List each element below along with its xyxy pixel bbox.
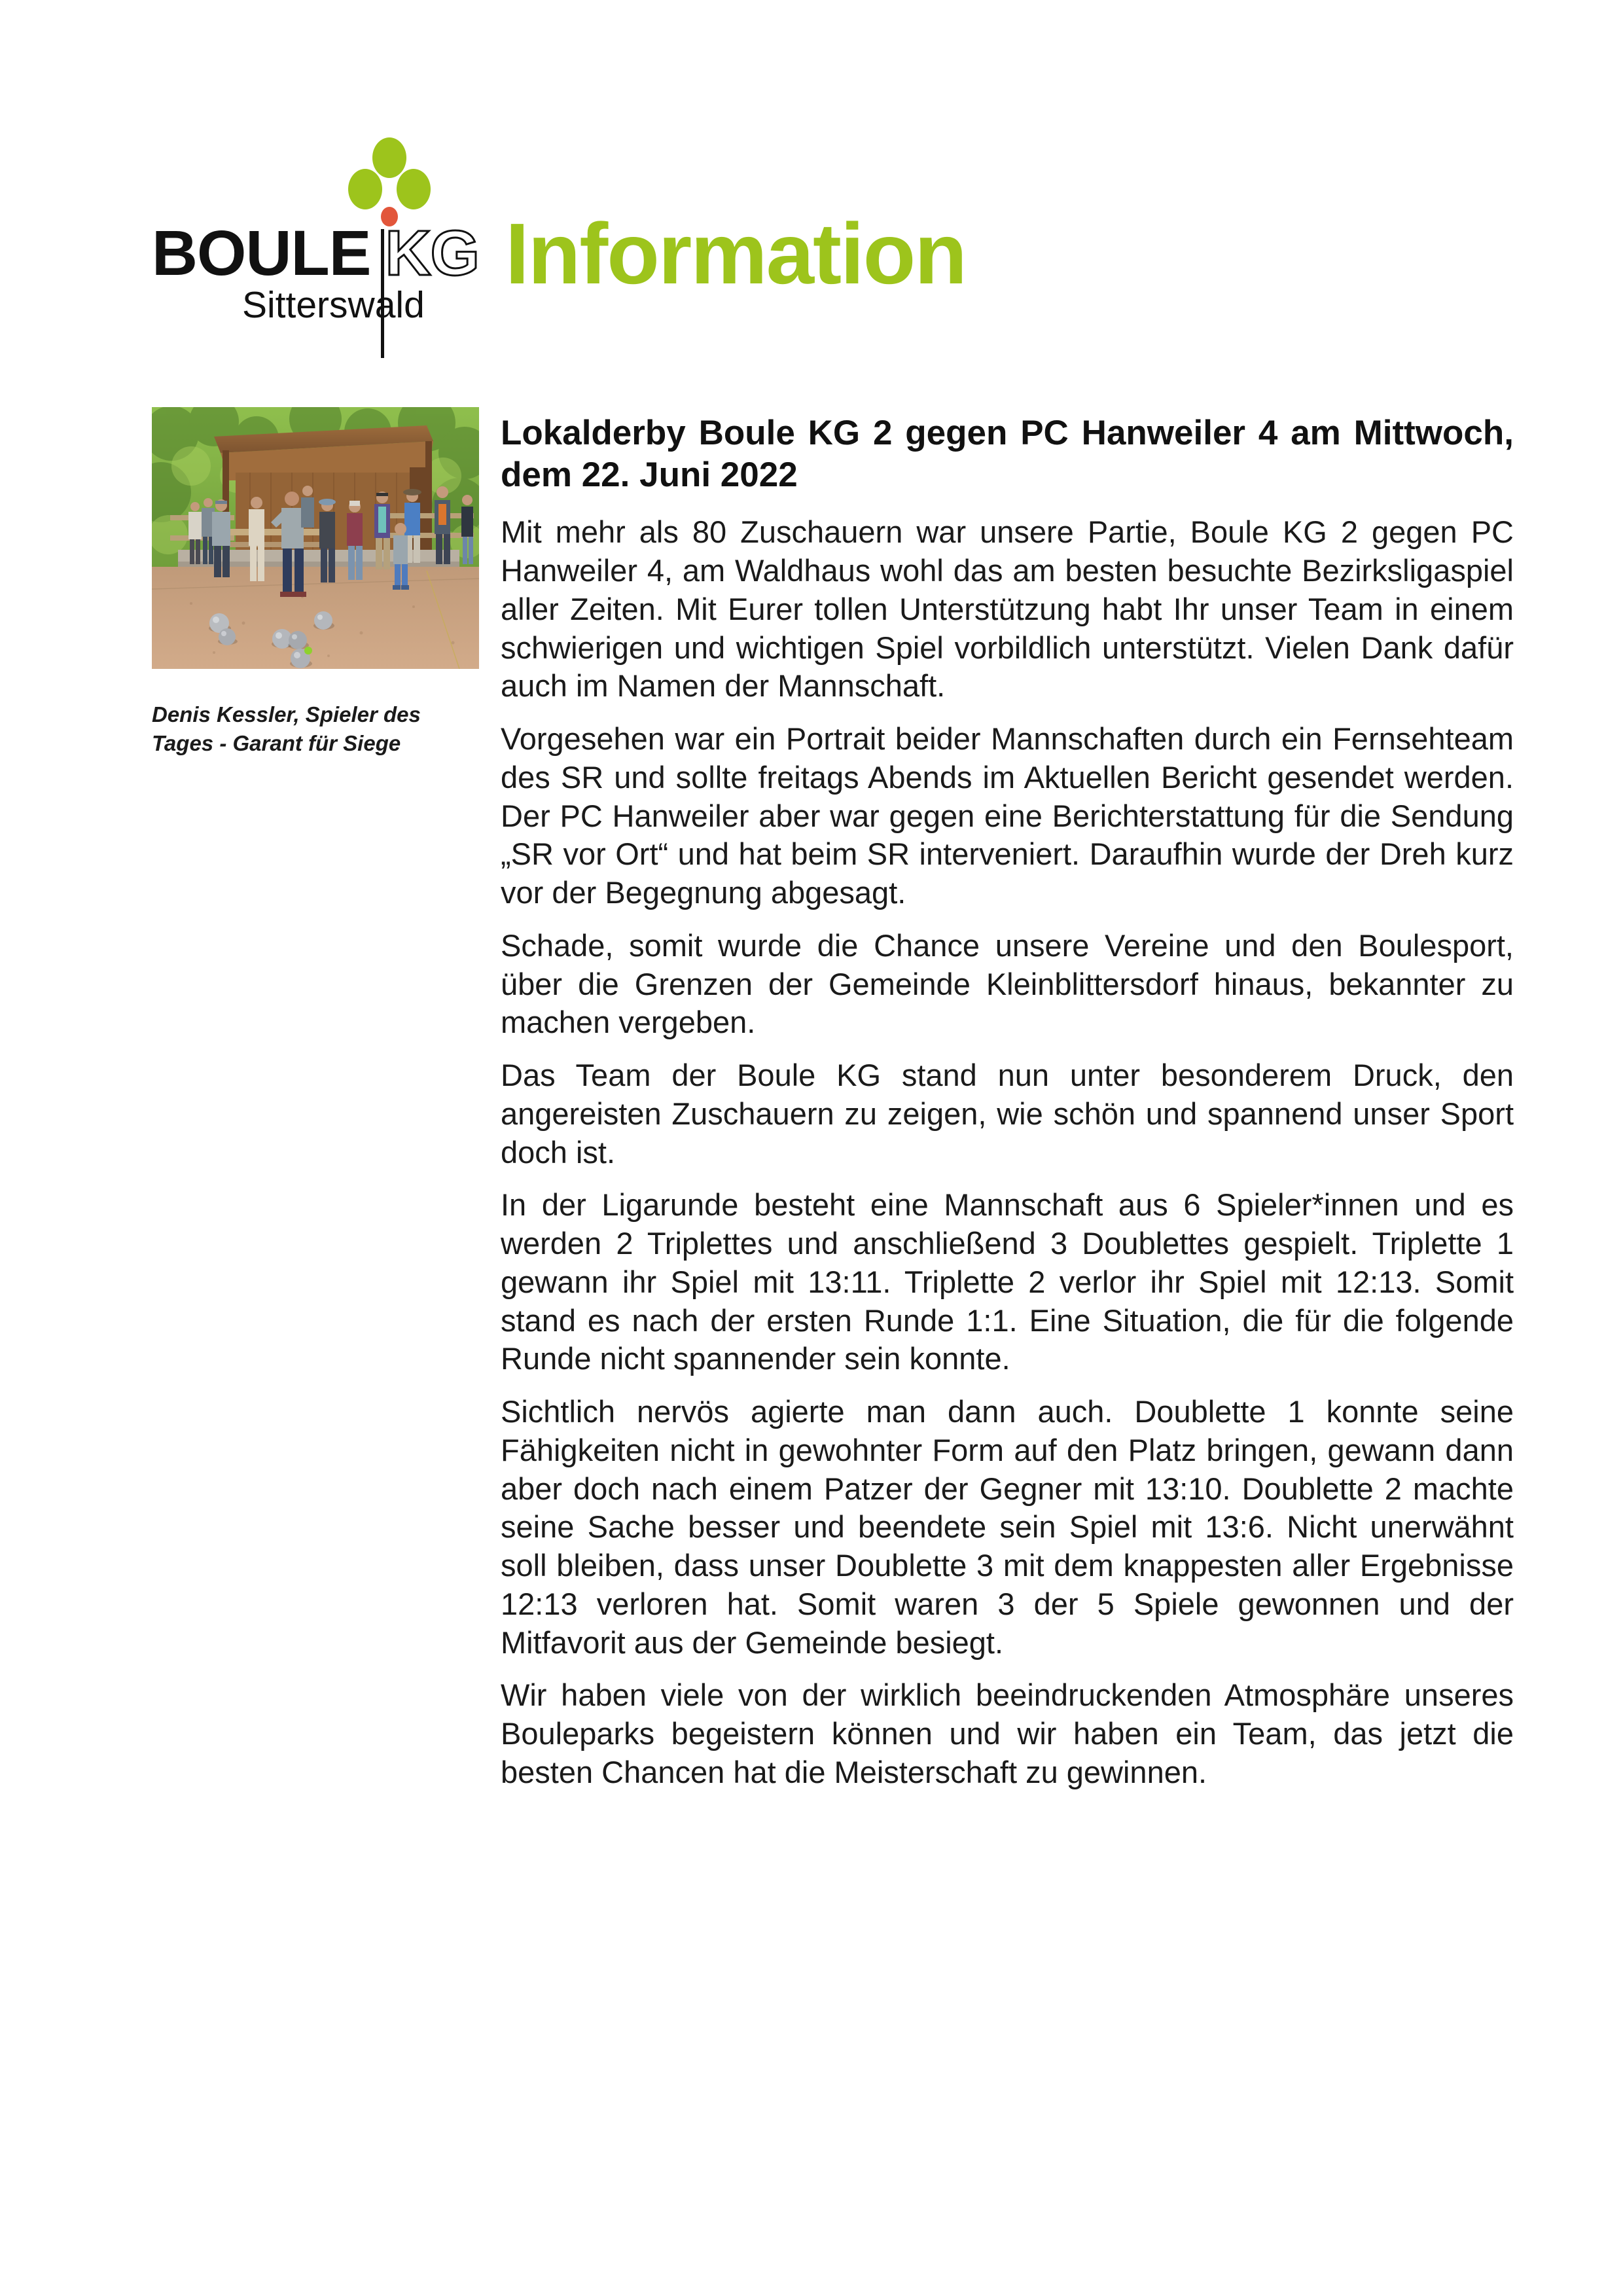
- article-paragraph: Wir haben viele von der wirklich beeindruckenden Atmosphäre unseres Bouleparks begeistern können und wir haben ein Team, das jetzt die besten Chancen hat die Meisterschaft zu gewinnen.: [501, 1677, 1514, 1789]
- photo-column: [152, 407, 479, 757]
- article-paragraph: Sichtlich nervös agierte man dann auch. Doublette 1 konnte seine Fähigkeiten nicht in gewohnter Form auf den Platz bringen, gewann dann aber doch nach einem Patzer der Gegner mit 13:10. Doublette 2 machte seine Sache besser und beendete sein Spiel mit 13:6. Nicht unerwähnt soll bleiben, dass unser Doublette 3 mit dem knappesten aller Ergebnisse 12:13 verloren hat. Somit waren 3 der 5 Spiele gewonnen und der Mitfavorit aus der Gemeinde besiegt.: [501, 1394, 1514, 1660]
- article-column: [501, 412, 1514, 1792]
- club-logo: [152, 137, 492, 334]
- page-title: Information: [505, 206, 966, 302]
- boule-ball-right-icon: [397, 169, 431, 209]
- photo-caption: Denis Kessler, Spieler des Tages - Garant für Siege: [152, 702, 421, 755]
- boule-ball-top-icon: [372, 137, 406, 178]
- article-paragraph: In der Ligarunde besteht eine Mannschaft aus 6 Spieler*innen und es werden 2 Triplettes und anschließend 3 Doublettes gespielt. Triplette 1 gewann ihr Spiel mit 13:11. Triplette 2 verlor ihr Spiel mit 12:13. Somit stand es nach der ersten Runde 1:1. Eine Situation, die für die folgende Runde nicht spannender sein konnte.: [501, 1187, 1514, 1376]
- logo-location: Sitterswald: [242, 284, 425, 326]
- logo-brand-primary: BOULE: [152, 217, 371, 289]
- article-headline: Lokalderby Boule KG 2 gegen PC Hanweiler 4 am Mittwoch, dem 22. Juni 2022: [501, 414, 1514, 495]
- logo-wordmark: [152, 217, 492, 293]
- logo-brand-secondary: KG: [385, 217, 479, 289]
- article-paragraph: Das Team der Boule KG stand nun unter besonderem Druck, den angereisten Zuschauern zu zeigen, wie schön und spannend unser Sport doch ist.: [501, 1058, 1514, 1170]
- article-paragraph: Mit mehr als 80 Zuschauern war unsere Partie, Boule KG 2 gegen PC Hanweiler 4, am Waldhaus wohl das am besten besuchte Bezirksligaspiel aller Zeiten. Mit Eurer tollen Unterstützung habt Ihr unser Team in einem schwierigen und wichtigen Spiel vorbildlich unterstützt. Vielen Dank dafür auch im Namen der Mannschaft.: [501, 514, 1514, 704]
- photo-illustration: [152, 407, 479, 669]
- article-photo: [152, 407, 479, 669]
- masthead: [152, 137, 1513, 340]
- article-paragraph: Vorgesehen war ein Portrait beider Mannschaften durch ein Fernsehteam des SR und sollte freitags Abends im Aktuellen Bericht gesendet werden. Der PC Hanweiler aber war gegen eine Berichterstattung für die Sendung „SR vor Ort“ und hat beim SR interveniert. Daraufhin wurde der Dreh kurz vor der Begegnung abgesagt.: [501, 721, 1514, 910]
- boule-ball-left-icon: [348, 169, 382, 209]
- article-paragraph: Schade, somit wurde die Chance unsere Vereine und den Boulesport, über die Grenzen der Gemeinde Kleinblittersdorf hinaus, bekannter zu machen vergeben.: [501, 927, 1514, 1040]
